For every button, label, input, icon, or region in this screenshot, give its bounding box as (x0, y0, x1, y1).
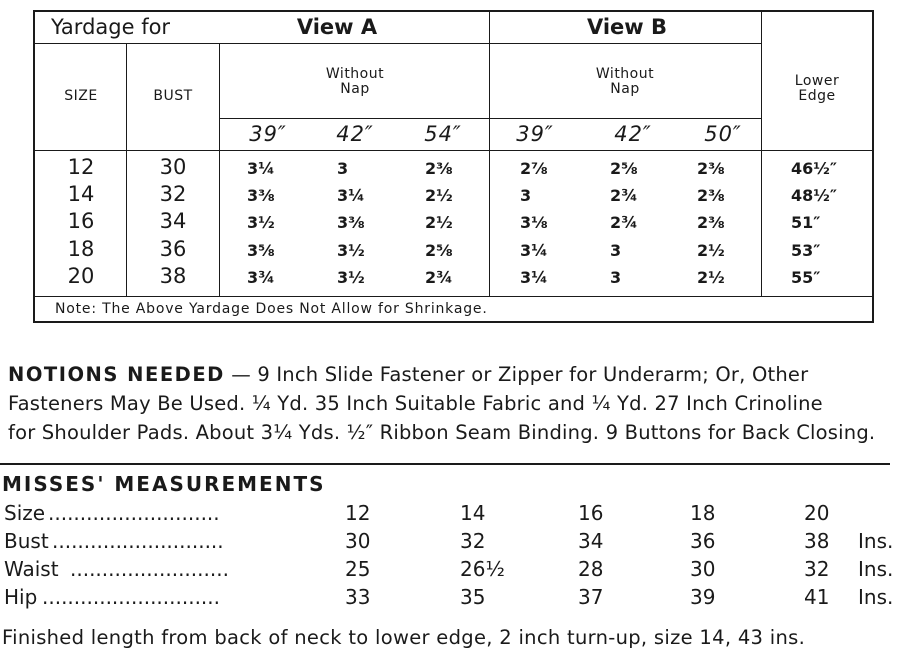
leader-dots: ......................... (70, 559, 229, 579)
measurement-value: 35 (460, 585, 486, 609)
row-value: 2⅞ (520, 159, 548, 178)
row-value: 2⅝ (610, 159, 638, 178)
measurement-unit: Ins. (858, 529, 894, 553)
row-size: 12 (67, 155, 95, 179)
table-title: Yardage for (51, 15, 171, 39)
row-value: 2¾ (610, 186, 638, 205)
row-value: 2⅜ (697, 159, 725, 178)
row-lower-edge: 46½″ (791, 159, 837, 178)
width-a-42: 42″ (336, 122, 374, 146)
measurement-value: 26½ (460, 557, 505, 581)
measurement-value: 30 (690, 557, 716, 581)
row-value: 2⅝ (425, 241, 453, 260)
width-b-50: 50″ (704, 122, 742, 146)
row-value: 3 (610, 268, 622, 287)
measurement-value: 34 (578, 529, 604, 553)
measurement-row-size (0, 503, 907, 531)
leader-dots: ........................... (48, 503, 220, 523)
row-bust: 30 (159, 155, 187, 179)
measurement-value: 30 (345, 529, 371, 553)
row-value: 2⅜ (697, 186, 725, 205)
measurement-value: 14 (460, 501, 486, 525)
row-bust: 36 (159, 237, 187, 261)
width-a-54: 54″ (424, 122, 462, 146)
measurement-value: 38 (804, 529, 830, 553)
viewb-loweredge-divider (761, 12, 762, 296)
without-nap-b: Without Nap (595, 66, 655, 97)
body-divider (35, 150, 872, 151)
row-value: 2½ (697, 268, 725, 287)
measurement-value: 33 (345, 585, 371, 609)
measurement-row-waist (0, 559, 907, 587)
row-value: 2⅜ (425, 159, 453, 178)
row-value: 2½ (697, 241, 725, 260)
notions-paragraph (8, 360, 903, 447)
row-value: 2½ (425, 186, 453, 205)
row-lower-edge: 53″ (791, 241, 821, 260)
bust-header: BUST (153, 88, 193, 104)
shrinkage-note: Note: The Above Yardage Does Not Allow for Shrinkage. (55, 301, 488, 317)
measurement-value: 16 (578, 501, 604, 525)
without-nap-a: Without Nap (325, 66, 385, 97)
measurement-label: Size (4, 501, 46, 525)
row-value: 3½ (337, 268, 365, 287)
width-b-42: 42″ (614, 122, 652, 146)
measurements-title: MISSES' MEASUREMENTS (2, 472, 326, 496)
notions-heading: NOTIONS NEEDED (8, 363, 225, 386)
notions-line-3: for Shoulder Pads. About 3¼ Yds. ½″ Ribbon Seam Binding. 9 Buttons for Back Closing. (8, 421, 876, 444)
view-a-label: View A (296, 15, 378, 39)
measurement-value: 39 (690, 585, 716, 609)
measurement-value: 32 (460, 529, 486, 553)
row-value: 3 (520, 186, 532, 205)
row-value: 3¼ (247, 159, 275, 178)
leader-dots: ............................ (42, 587, 221, 607)
size-header: SIZE (64, 88, 98, 104)
row-value: 3¼ (337, 186, 365, 205)
measurement-label: Hip (4, 585, 38, 609)
notions-line-2: Fasteners May Be Used. ¼ Yd. 35 Inch Suitable Fabric and ¼ Yd. 27 Inch Crinoline (8, 392, 823, 415)
row-value: 3⅜ (247, 186, 275, 205)
row-size: 14 (67, 182, 95, 206)
row-value: 3¼ (520, 241, 548, 260)
finished-length-note: Finished length from back of neck to lower edge, 2 inch turn-up, size 14, 43 ins. (2, 626, 806, 649)
note-divider (35, 296, 872, 297)
viewa-viewb-divider (489, 12, 490, 296)
row-value: 3⅜ (337, 213, 365, 232)
yardage-table (33, 10, 874, 323)
row-bust: 32 (159, 182, 187, 206)
measurement-label: Waist (4, 557, 59, 581)
row-value: 3¾ (247, 268, 275, 287)
row-bust: 38 (159, 264, 187, 288)
row-value: 2½ (425, 213, 453, 232)
row-lower-edge: 51″ (791, 213, 821, 232)
lower-edge-header: Lower Edge (794, 73, 840, 104)
row-bust: 34 (159, 209, 187, 233)
measurement-value: 25 (345, 557, 371, 581)
measurement-unit: Ins. (858, 585, 894, 609)
notions-line-1: — 9 Inch Slide Fastener or Zipper for Underarm; Or, Other (224, 363, 809, 386)
row-value: 2¾ (610, 213, 638, 232)
row-lower-edge: 55″ (791, 268, 821, 287)
measurement-value: 20 (804, 501, 830, 525)
measurement-row-hip (0, 587, 907, 615)
leader-dots: ........................... (52, 531, 224, 551)
measurement-value: 41 (804, 585, 830, 609)
section-divider (0, 463, 890, 465)
size-bust-divider (126, 43, 127, 296)
row-value: 2⅜ (697, 213, 725, 232)
width-a-39: 39″ (249, 122, 287, 146)
measurement-value: 32 (804, 557, 830, 581)
row-lower-edge: 48½″ (791, 186, 837, 205)
row-value: 3¼ (520, 268, 548, 287)
measurement-value: 36 (690, 529, 716, 553)
view-b-label: View B (586, 15, 668, 39)
row-value: 3⅝ (247, 241, 275, 260)
width-b-39: 39″ (516, 122, 554, 146)
bust-viewa-divider (219, 43, 220, 296)
row-value: 3½ (337, 241, 365, 260)
row-size: 20 (67, 264, 95, 288)
measurement-value: 37 (578, 585, 604, 609)
row-value: 3⅛ (520, 213, 548, 232)
row-size: 16 (67, 209, 95, 233)
row-value: 3 (337, 159, 349, 178)
width-header-divider (219, 118, 761, 119)
row-value: 3½ (247, 213, 275, 232)
measurement-unit: Ins. (858, 557, 894, 581)
measurement-label: Bust (4, 529, 49, 553)
measurement-row-bust (0, 531, 907, 559)
measurement-value: 28 (578, 557, 604, 581)
header-divider (35, 43, 761, 44)
measurement-value: 12 (345, 501, 371, 525)
row-value: 2¾ (425, 268, 453, 287)
row-size: 18 (67, 237, 95, 261)
row-value: 3 (610, 241, 622, 260)
measurement-value: 18 (690, 501, 716, 525)
